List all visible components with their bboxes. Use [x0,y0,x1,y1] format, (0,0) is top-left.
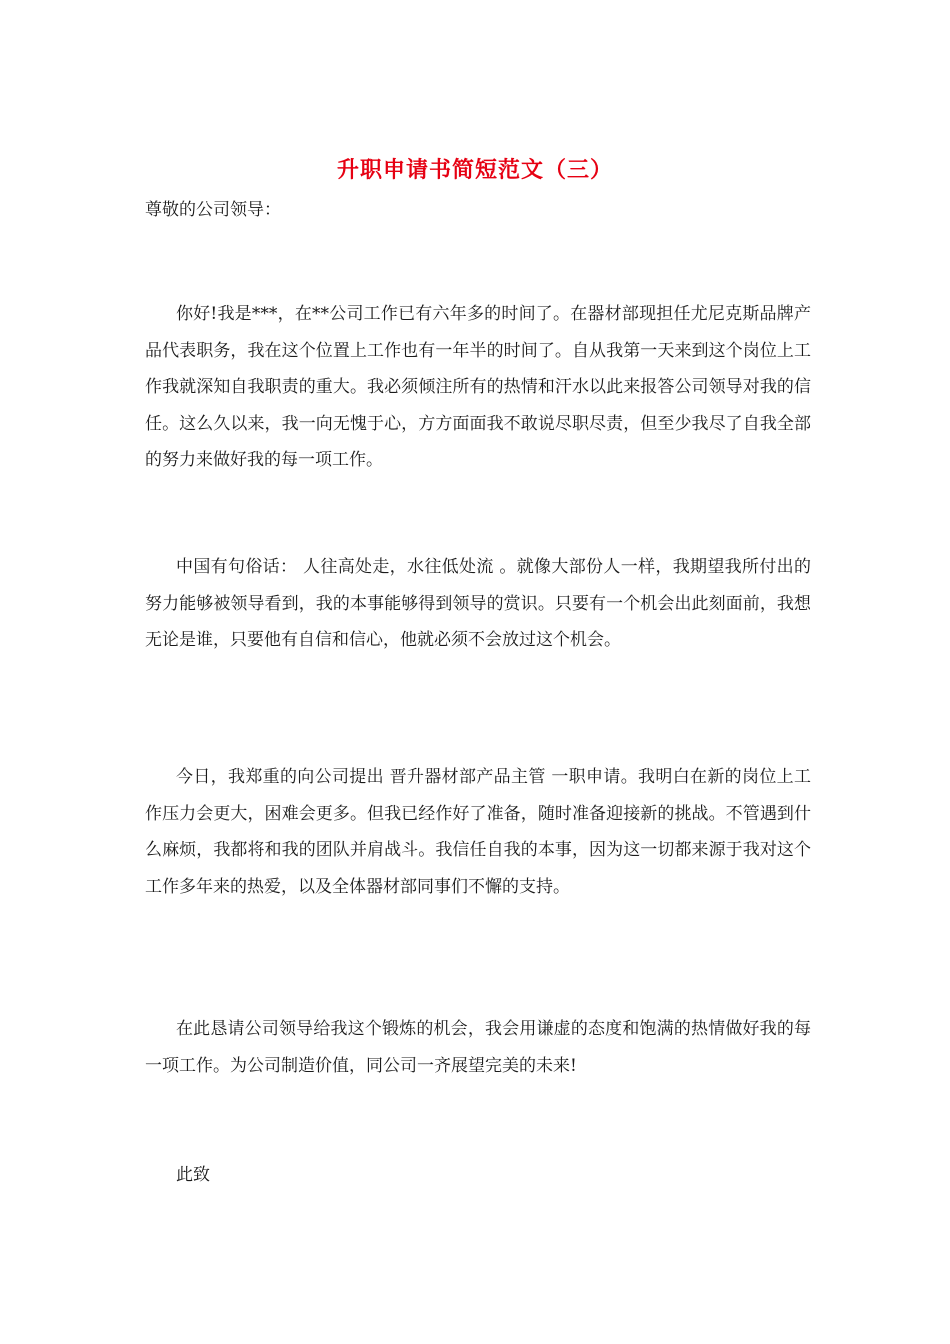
paragraph-2: 中国有句俗话： 人往高处走，水往低处流 。就像大部份人一样，我期望我所付出的努力能够被领导看到，我的本事能够得到领导的赏识。只要有一个机会出此刻面前，我想无论是谁，只要他有自信和信心，他就必须不会放过这个机会。 [145,557,811,650]
closing: 此致 [176,1165,210,1185]
paragraph-4: 在此恳请公司领导给我这个锻炼的机会，我会用谦虚的态度和饱满的热情做好我的每一项工作。为公司制造价值，同公司一齐展望完美的未来! [145,1019,811,1076]
salutation: 尊敬的公司领导： [145,200,281,220]
document-title: 升职申请书简短范文（三） [336,157,613,183]
paragraph-1: 你好!我是***，在**公司工作已有六年多的时间了。在器材部现担任尤尼克斯品牌产品代表职务，我在这个位置上工作也有一年半的时间了。自从我第一天来到这个岗位上工作我就深知自我职责的重大。我必须倾注所有的热情和汗水以此来报答公司领导对我的信任。这么久以来，我一向无愧于心，方方面面我不敢说尽职尽责，但至少我尽了自我全部的努力来做好我的每一项工作。 [145,304,811,470]
paragraph-3: 今日，我郑重的向公司提出 晋升器材部产品主管 一职申请。我明白在新的岗位上工作压力会更大，困难会更多。但我已经作好了准备，随时准备迎接新的挑战。不管遇到什么麻烦，我都将和我的团队并肩战斗。我信任自我的本事，因为这一切都来源于我对这个工作多年来的热爱，以及全体器材部同事们不懈的支持。 [145,767,811,897]
